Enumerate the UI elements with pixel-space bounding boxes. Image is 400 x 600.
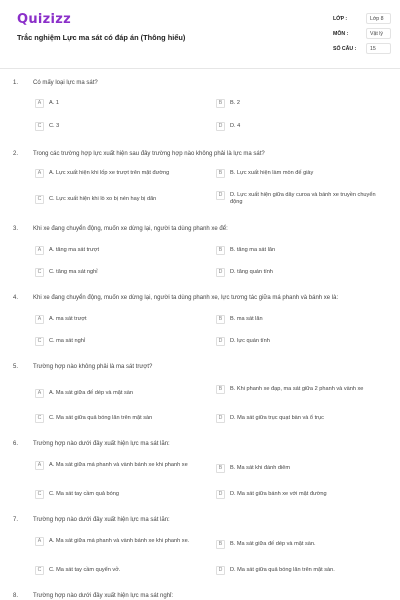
option-text: D. Ma sát giữa trục quạt bàn và ổ trục [230,415,324,421]
option-text: D. Ma sát giữa quả bóng lăn trên mặt sàn. [230,567,335,573]
option-text: A. Ma sát giữa má phanh và vành bánh xe khi phanh xe. [49,538,190,544]
option-letter: B [216,315,225,324]
question-number: 6. [13,441,19,447]
worksheet-header [0,0,400,68]
option-letter: B [216,540,225,549]
option-c[interactable] [35,195,207,204]
header-divider [0,68,400,69]
option-letter: A [35,169,44,178]
option-text: B. Ma sát giữa đế dép và mặt sàn. [230,541,316,547]
option-letter: C [35,122,44,131]
option-letter: B [216,99,225,108]
option-letter: A [35,389,44,398]
question-number: 1. [13,80,19,86]
subject-value: Vật lý [366,28,391,39]
question-number: 3. [13,226,19,232]
option-a[interactable] [35,99,207,108]
option-text: C. tăng ma sát nghỉ [49,269,98,275]
option-letter: A [35,537,44,546]
option-text: D. tăng quán tính [230,269,273,275]
option-a[interactable] [35,315,207,324]
option-b[interactable] [216,315,388,324]
option-text: C. Ma sát tay cầm quyển vở. [49,567,121,573]
option-letter: C [35,566,44,575]
grade-label: LỚP : [333,16,348,22]
option-d[interactable] [216,268,388,277]
question-count-value: 15 [366,43,391,54]
option-b[interactable] [216,169,388,178]
option-text: A. Ma sát giữa đế dép và mặt sàn [49,390,133,396]
option-a[interactable] [35,246,207,255]
page-title: Trắc nghiệm Lực ma sát có đáp án (Thông hiểu) [17,33,186,42]
option-letter: D [216,414,225,423]
question-number: 5. [13,364,19,370]
option-b[interactable] [216,540,388,549]
option-c[interactable] [35,414,207,423]
option-c[interactable] [35,122,207,131]
option-letter: D [216,566,225,575]
question-number: 7. [13,517,19,523]
option-c[interactable] [35,566,207,575]
option-letter: B [216,246,225,255]
option-letter: C [35,268,44,277]
option-text: B. Lực xuất hiện làm mòn đế giày [230,170,314,176]
option-letter: D [216,122,225,131]
option-text: A. 1 [49,100,59,106]
grade-value: Lớp 8 [366,13,391,24]
question-text: Trường hợp nào dưới đây xuất hiện lực ma sát lăn: [33,441,170,447]
option-letter: A [35,315,44,324]
option-d[interactable] [216,490,388,499]
question-count-label: SỐ CÂU : [333,46,357,52]
option-b[interactable] [216,99,388,108]
option-b[interactable] [216,385,388,394]
option-text: D. Ma sát giữa bánh xe với mặt đường [230,491,327,497]
question-text: Có mấy loại lực ma sát? [33,80,98,86]
question-text: Trường hợp nào dưới đây xuất hiện lực ma sát nghỉ: [33,593,174,599]
option-d[interactable] [216,122,388,131]
option-text: B. tăng ma sát lăn [230,247,276,253]
option-d[interactable] [216,191,388,206]
option-a[interactable] [35,389,207,398]
question-text: Trường hợp nào dưới đây xuất hiện lực ma sát lăn: [33,517,170,523]
option-letter: D [216,191,225,200]
option-c[interactable] [35,268,207,277]
option-letter: A [35,99,44,108]
option-a[interactable] [35,537,207,546]
option-text: D. lực quán tính [230,338,270,344]
option-text: B. Ma sát khi đánh diêm [230,465,291,471]
option-letter: D [216,490,225,499]
option-c[interactable] [35,337,207,346]
question-text: Trong các trường hợp lực xuất hiện sau đây trường hợp nào không phải là lực ma sát? [33,151,265,157]
question-text: Khi xe đang chuyển động, muốn xe dừng lại, người ta dùng phanh xe, lực tương tác giữa má phanh và bánh xe là: [33,295,339,301]
subject-label: MÔN : [333,31,349,37]
option-letter: B [216,464,225,473]
option-a[interactable] [35,461,207,470]
question-number: 8. [13,593,19,599]
option-text: C. ma sát nghỉ [49,338,86,344]
option-d[interactable] [216,337,388,346]
option-text: A. tăng ma sát trượt [49,247,100,253]
option-a[interactable] [35,169,207,178]
option-text: A. ma sát trượt [49,316,87,322]
question-text: Khi xe đang chuyển động, muốn xe dừng lại, người ta dùng phanh xe để: [33,226,228,232]
option-letter: C [35,490,44,499]
option-text: D. 4 [230,123,241,129]
option-text: C. 3 [49,123,60,129]
option-letter: C [35,337,44,346]
question-number: 2. [13,151,19,157]
option-text: C. Ma sát tay cầm quả bóng [49,491,119,497]
option-text: B. Khi phanh xe đạp, ma sát giữa 2 phanh và vành xe [230,386,364,392]
quizizz-logo: Quizizz [17,12,72,27]
option-d[interactable] [216,566,388,575]
option-text: C. Lực xuất hiện khi lò xo bị nén hay bị dãn [49,196,157,202]
option-b[interactable] [216,464,388,473]
option-letter: C [35,195,44,204]
option-text: B. ma sát lăn [230,316,263,322]
option-letter: B [216,169,225,178]
option-text: B. 2 [230,100,240,106]
option-letter: D [216,268,225,277]
option-d[interactable] [216,414,388,423]
question-number: 4. [13,295,19,301]
option-text: C. Ma sát giữa quả bóng lăn trên mặt sàn [49,415,153,421]
question-text: Trường hợp nào không phải là ma sát trượt? [33,364,153,370]
option-letter: A [35,461,44,470]
option-b[interactable] [216,246,388,255]
option-letter: C [35,414,44,423]
option-text: A. Lực xuất hiện khi lốp xe trượt trên mặt đường [49,170,170,176]
option-letter: A [35,246,44,255]
option-text: A. Ma sát giữa má phanh và vành bánh xe khi phanh xe [49,462,188,468]
option-letter: D [216,337,225,346]
option-c[interactable] [35,490,207,499]
option-text: D. Lực xuất hiện giữa dây curoa và bánh xe truyền chuyển động [230,192,376,205]
option-letter: B [216,385,225,394]
